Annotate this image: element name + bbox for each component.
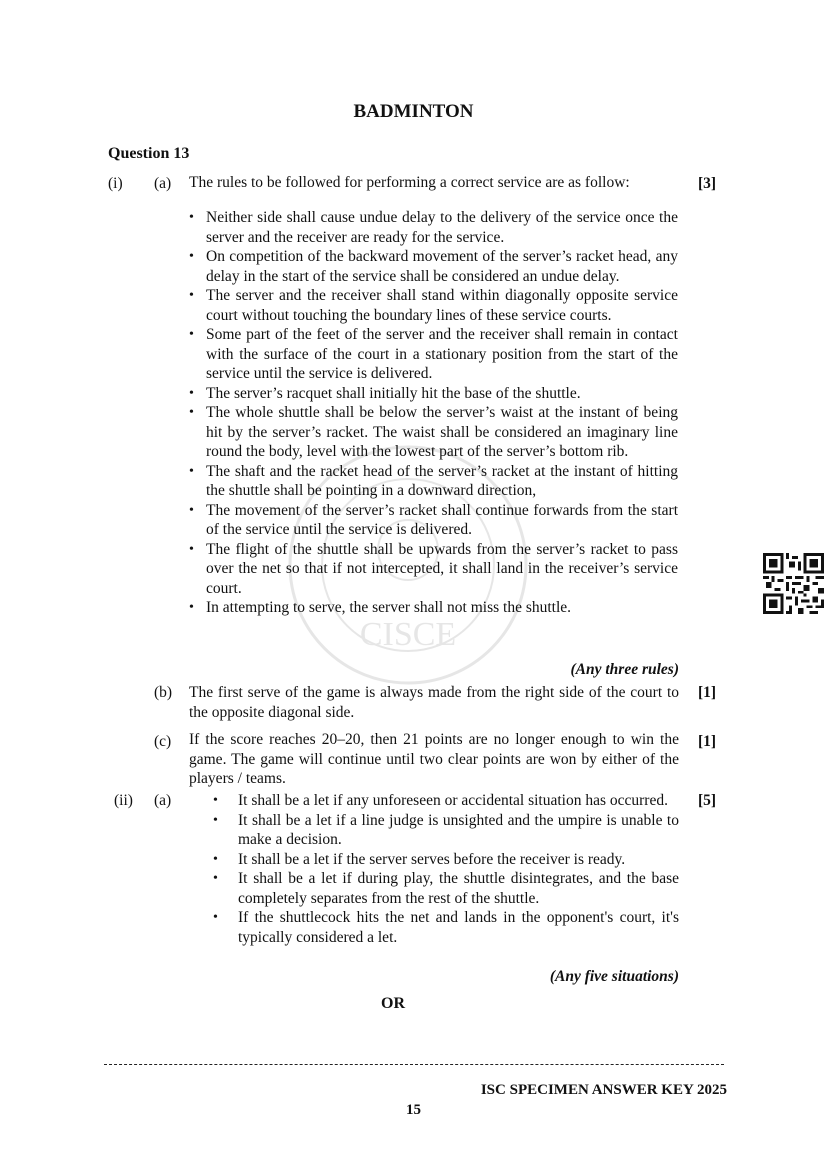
list-item: • It shall be a let if a line judge is unsighted and the umpire is unable to make a decision. — [211, 811, 679, 850]
list-item: • It shall be a let if the server serves before the receiver is ready. — [211, 850, 679, 870]
list-item: • On competition of the backward movement of the server’s racket head, any delay in the start of the service shall be considered an undue delay. — [189, 247, 678, 286]
list-item: • Neither side shall cause undue delay to the delivery of the service once the server and the receiver are ready for the service. — [189, 208, 678, 247]
list-item: • It shall be a let if during play, the shuttle disintegrates, and the base completely separates from the rest of the shuttle. — [211, 869, 679, 908]
sub-part-label: (c) — [154, 733, 172, 750]
list-item: • The server’s racquet shall initially hit the base of the shuttle. — [189, 384, 678, 404]
marks-badge: [5] — [698, 792, 717, 809]
list-item: • It shall be a let if any unforeseen or accidental situation has occurred. — [211, 791, 679, 811]
footer-text: ISC SPECIMEN ANSWER KEY 2025 — [480, 1082, 727, 1098]
list-item: • In attempting to serve, the server shall not miss the shuttle. — [189, 598, 678, 618]
page-number: 15 — [406, 1102, 421, 1118]
sub-part-label: (b) — [154, 684, 173, 701]
svg-text:CISCE: CISCE — [359, 616, 457, 653]
part-number: (ii) — [114, 792, 133, 809]
rules-list — [189, 208, 678, 618]
question-text: The rules to be followed for performing a correct service are as follow: — [189, 174, 630, 191]
list-item: • The flight of the shuttle shall be upwards from the server’s racket to pass over the net so that if not intercepted, it shall land in the receiver’s service court. — [189, 540, 678, 599]
answer-text: If the score reaches 20–20, then 21 points are no longer enough to win the game. The game will continue until two clear points are won by either of the players / teams. — [189, 731, 679, 787]
qr-code-icon — [763, 553, 824, 614]
list-item: • The movement of the server’s racket shall continue forwards from the start of the service until the service is delivered. — [189, 501, 678, 540]
list-item: • The whole shuttle shall be below the server’s waist at the instant of being hit by the server’s racket. The waist shall be considered an imaginary line round the body, level with the lowest part of the server’s bottom rib. — [189, 403, 678, 462]
part-number: (i) — [108, 175, 123, 192]
question-heading: Question 13 — [108, 145, 190, 162]
list-item: • The shaft and the racket head of the server’s racket at the instant of hitting the shuttle shall be pointing in a downward direction, — [189, 462, 678, 501]
marks-badge: [1] — [698, 684, 717, 701]
let-situations-list — [211, 791, 679, 947]
or-separator: OR — [381, 995, 405, 1012]
page-title: BADMINTON — [353, 101, 474, 122]
marks-badge: [3] — [698, 175, 717, 192]
list-item: • Some part of the feet of the server and the receiver shall remain in contact with the surface of the court in a stationary position from the start of the service until the service is delivered. — [189, 325, 678, 384]
list-item: • The server and the receiver shall stand within diagonally opposite service court without touching the boundary lines of these service courts. — [189, 286, 678, 325]
sub-part-label: (a) — [154, 792, 172, 809]
footer-divider — [104, 1064, 724, 1065]
sub-part-label: (a) — [154, 175, 172, 192]
list-item: • If the shuttlecock hits the net and lands in the opponent's court, it's typically considered a let. — [211, 908, 679, 947]
answer-note: (Any three rules) — [570, 661, 679, 678]
marks-badge: [1] — [698, 733, 717, 750]
answer-text: The first serve of the game is always made from the right side of the court to the opposite diagonal side. — [189, 684, 679, 721]
answer-note: (Any five situations) — [549, 968, 679, 985]
